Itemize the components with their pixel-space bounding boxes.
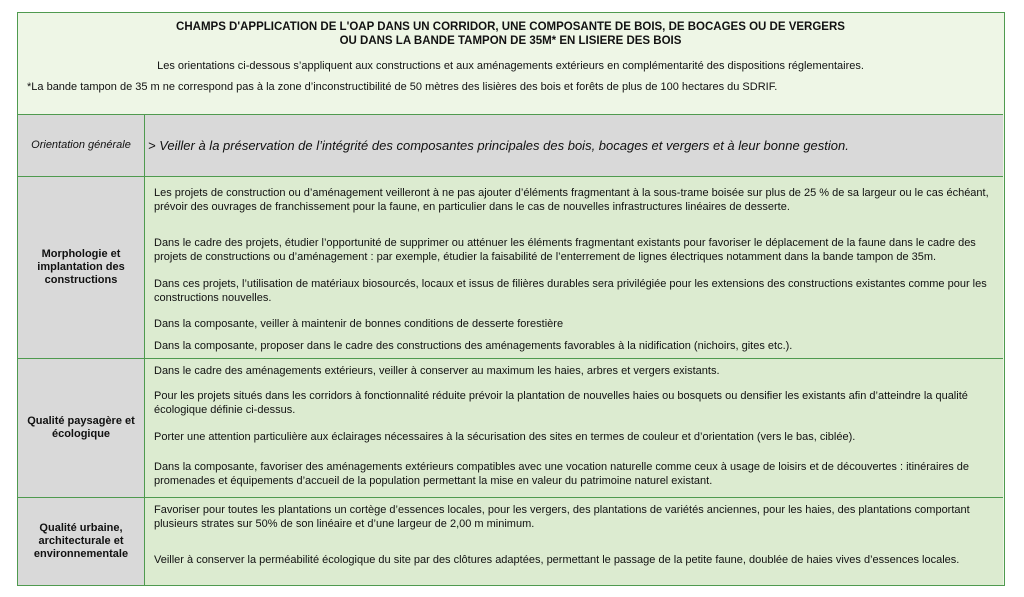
section-qualite-urbaine xyxy=(18,497,1003,585)
orientation-label: Orientation générale xyxy=(18,115,145,176)
paragraph: Dans la composante, veiller à maintenir de bonnes conditions de desserte forestière xyxy=(154,318,564,330)
title-line-1: CHAMPS D'APPLICATION DE L'OAP DANS UN CORRIDOR, UNE COMPOSANTE DE BOIS, DE BOCAGES OU DE VERGERS xyxy=(176,21,845,33)
paragraph: Porter une attention particulière aux éclairages nécessaires à la sécurisation des sites en termes de couleur et d’orientation (vers le bas, ciblée). xyxy=(154,431,856,443)
intro-text: Les orientations ci-dessous s’appliquent aux constructions et aux aménagements extérieurs en complémentarité des dispositions réglementaires. xyxy=(157,60,864,72)
paragraph: Dans la composante, favoriser des aménagements extérieurs compatibles avec une vocation naturelle comme ceux à usage de loisirs et de découvertes : itinéraires de promenades et équipements d’accueil de la population permettant la mise en valeur du patrimoine naturel existant. xyxy=(154,461,970,487)
paragraph: Dans le cadre des aménagements extérieurs, veiller à conserver au maximum les haies, arbres et vergers existants. xyxy=(154,365,720,377)
paragraph: Dans le cadre des projets, étudier l’opportunité de supprimer ou atténuer les éléments fragmentant existants pour favoriser le déplacement de la faune dans le cadre des projets de constructions ou d’aménagement : par exemple, étudier la faisabilité de l’enterrement de lignes électriques notamment dans la bande tampon de 35m. xyxy=(154,237,976,263)
paragraph: Dans la composante, proposer dans le cadre des constructions des aménagements favorables à la nidification (nichoirs, gites etc.). xyxy=(154,340,793,352)
section-content xyxy=(145,498,1003,585)
oap-document xyxy=(17,12,1005,586)
paragraph: Favoriser pour toutes les plantations un cortège d’essences locales, pour les vergers, des plantations de variétés anciennes, pour les haies, des plantations comportant plusieurs strates sur 50% de son linéaire et d’une largeur de 2,00 m minimum. xyxy=(154,504,970,530)
section-label: Morphologie et implantation des constructions xyxy=(18,177,145,358)
orientation-text: > Veiller à la préservation de l’intégrité des composantes principales des bois, bocages et vergers et à leur bonne gestion. xyxy=(145,115,1003,176)
orientation-row xyxy=(18,114,1003,176)
section-label: Qualité paysagère et écologique xyxy=(18,359,145,497)
paragraph: Dans ces projets, l’utilisation de matériaux biosourcés, locaux et issus de filières durables sera privilégiée pour les extensions des constructions existantes comme pour les constructions nouvelles. xyxy=(154,278,987,304)
footnote-text: *La bande tampon de 35 m ne correspond pas à la zone d’inconstructibilité de 50 mètres des lisières des bois et forêts de plus de 100 hectares du SDRIF. xyxy=(27,81,778,93)
document-header xyxy=(18,13,1003,114)
document-title xyxy=(18,20,1003,48)
paragraph: Les projets de construction ou d’aménagement veilleront à ne pas ajouter d’éléments fragmentant à la sous-trame boisée sur plus de 25 % de sa largeur ou le cas échéant, prévoir des ouvrages de franchissement pour la faune, en particulier dans le cas de nouvelles infrastructures linéaires de desserte. xyxy=(154,187,989,213)
orientation-content xyxy=(145,115,1003,176)
section-label: Qualité urbaine, architecturale et environnementale xyxy=(18,498,145,585)
title-line-2: OU DANS LA BANDE TAMPON DE 35M* EN LISIERE DES BOIS xyxy=(339,35,682,47)
section-qualite-paysagere xyxy=(18,358,1003,497)
paragraph: Veiller à conserver la perméabilité écologique du site par des clôtures adaptées, permettant le passage de la petite faune, doublée de haies vives d’essences locales. xyxy=(154,554,960,566)
paragraph: Pour les projets situés dans les corridors à fonctionnalité réduite prévoir la plantation de nouvelles haies ou bosquets ou densifier les existants afin d’atteindre la qualité écologique définie ci-dessus. xyxy=(154,390,968,416)
section-content xyxy=(145,359,1003,497)
section-morphologie xyxy=(18,176,1003,358)
section-content xyxy=(145,177,1003,358)
